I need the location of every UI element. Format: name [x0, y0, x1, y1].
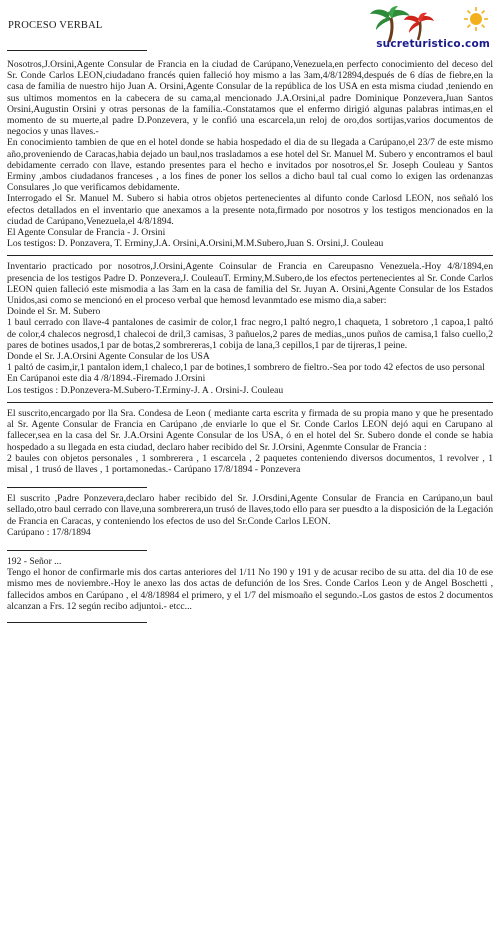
inventory-list: 1 baul cerrado con llave-4 pantalones de casimir de color,1 frac negro,1 paltó negro,1 chaqueta, 1 sobretoro ,1 capoa,1 paltó de color,4 chalecos negrosd,1 chalecoi de dril,3 camisas, 3 pañuelos,2 pares de medias,,unos puños de camisa,1 falso cuello,2 pares de botines usados,1 par de botas,2 sombrereras,1 cobija de lana,3 cepillos,1 par de tijreras,1 peine. — [7, 317, 493, 351]
witnesses-line: Los testigos : D.Ponzevera-M.Subero-T.Erminy-J. A . Orsini-J. Couleau — [7, 384, 284, 396]
letter-heading: 192 - Señor ... — [7, 555, 62, 567]
location-heading: Doinde el Sr. M. Subero — [7, 306, 101, 318]
inventario-section — [7, 261, 493, 395]
signature-line: El Agente Consular de Francia - J. Orsini — [7, 227, 166, 239]
witnesses-line: Los testigos: D. Ponzavera, T. Erminy,J.A. Orsini,A.Orsini,M.M.Subero,Juan S. Orsini,J. Couleau — [7, 238, 384, 250]
paragraph: En conocimiento tambien de que en el hotel donde se habia hospedado el dia de su llegada a Carúpano,el 23/7 de este mismo año,proveniendo de Caracas,habia dejado un baul,nos trasladamos a ese hotel del Sr. Manuel M. Subero y encontramos el baul debidamente cerrado con llave, estando presentes para el hecho e invitados por nosotros,el Sr. Joseph Couleau y Santos Erminy ,ambos ciudadanos franceses , a los fines de poner los sellos a dicho baul tal cual como lo exigen las ordenanzas Consulares ,lo que verificamos debidamente. — [7, 137, 493, 194]
received-items: 2 baules con objetos personales , 1 sombrerera , 1 escarcela , 2 paquetes conteniendo diversos documentos, 1 revolver , 1 misal , 1 trusó de llaves , 1 portamonedas.- Carúpano 17/8/1894 - Ponzevera — [7, 452, 493, 475]
document-title: PROCESO VERBAL — [8, 20, 103, 31]
paragraph: El suscrito ,Padre Ponzevera,declaro haber recibido del Sr. J.Orsdini,Agente Consular de Francia en Carúpano,un baul sellado,otro baul cerrado con llave,una sombrerera,un trusó de llaves,todo ello para ser puesdto a la disposición de la Legación de Francia en Caracas, y conteniendo los efectos de uso del Sr.Conde Carlos LEON. — [7, 493, 493, 527]
section-divider — [7, 487, 147, 488]
paragraph: Interrogado el Sr. Manuel M. Subero si habia otros objetos pertenecientes al difunto conde Carlosd LEON, nos señaló los efectos detallados en el inventario que anexamos a la presente nota,firmado por nosotros y los testigos mencionados en la ciudad de Carúpano,Venezuela,el 4/8/1894. — [7, 193, 493, 227]
paragraph: El suscrito,encargado por lla Sra. Condesa de Leon ( mediante carta escrita y firmada de su propia mano y que he presentado al Sr. Agente Consular de Francia en Carúpano ,de enviarle lo que el Sr. Conde Carlos LEON dejó aqui en Carupano al fallecer,sea en la casa del Sr. J.A.Orsini Agente Consular de los USA, ó en el hotel del Sr. Subero donde el conde se habia hospedado a su llegada en esta ciudad, declaro haber recibido del Sr. J.Orsini, Agenmte Consular de Francia : — [7, 407, 493, 453]
paragraph: Inventario practicado por nosotros,J.Orsini,Agente Coinsular de Francia en Careupasno Venezuela.-Hoy 4/8/1894,en presencia de los testigos Padre D. Ponzevera,J. CouleauT. Erminy,M.Subero,de los efectos pertenecientes al Sr. Conde Carlos LEON quien falleció este mismodia a las 3am en la casa de familia del Sr. Juyan A. Orsini,Agente Consular de los Estados Unidos,asi como se mencionó en el proceso verbal que hemosd levanmtado ese mismo dia,a saber: — [7, 261, 493, 307]
title-underline — [7, 50, 147, 51]
site-watermark: sucreturistico.com — [376, 38, 490, 50]
section-divider — [7, 622, 147, 623]
paragraph: Tengo el honor de confirmarle mis dos cartas anteriores del 1/11 No 190 y 191 y de acusar recibo de su atta. del dia 10 de ese mismo mes de noviembre.-Hoy le anexo las dos actas de defunción de los Sres. Conde Carlos Leon y de Angel Boschetti , fallecidos ambos en Carúpano , el 4/8/18984 el primero, y el 1/7 del mismoaño el segundo.-Los gastos de estos 2 documentos alcanzan a Frs. 12 según recibo adjuntoi.- etcc... — [7, 567, 493, 612]
recibo-ponzevera-section — [7, 493, 493, 538]
document-body — [7, 50, 493, 628]
location-heading: Donde el Sr. J.A.Orsini Agente Consular de los USA — [7, 351, 210, 363]
inventory-list: 1 paltó de casim,ir,1 pantalon idem,1 chaleco,1 par de botines,1 sombrero de fieltro.-Sea por todo 42 efectos de uso personal — [7, 362, 485, 374]
section-divider — [7, 550, 147, 551]
section-divider — [7, 255, 493, 256]
date-line: Carúpano : 17/8/1894 — [7, 526, 91, 538]
signature-line: En Carúpanoi este dia 4 /8/1894.-Firemado J.Orsini — [7, 373, 206, 385]
carta-section — [7, 556, 493, 612]
section-divider — [7, 402, 493, 403]
proceso-verbal-section — [7, 59, 493, 249]
paragraph: Nosotros,J.Orsini,Agente Consular de Francia en la ciudad de Carúpano,Venezuela,en perfecto conocimiento del deceso del Sr. Conde Carlos LEON,ciudadano francés quien falleció hoy mismo a las 3am,4/8/12894,después de 6 días de fiebre,en la casa de familia de nuestro hijo Juan A. Orsini,Agente Consular de la república de los USA en esta misma ciudad ,teniendo en sus ultimos momentos en la cabecera de su cama,al mencionado J.A.Orsini,al padre Dominique Ponzevera,Juan Santos Orsini,Augustin Orsini y otras personas de la familia.-Constatamos que el enfermo dirigió algunas palabras intimas,en el momento de su muerte,al padre D.Ponzevera, y le confió una escarcela,un reloj de oro,dos sortijas,varios documentos de negocios y unas llaves.- — [7, 59, 493, 138]
recibo-condesa-section — [7, 408, 493, 475]
